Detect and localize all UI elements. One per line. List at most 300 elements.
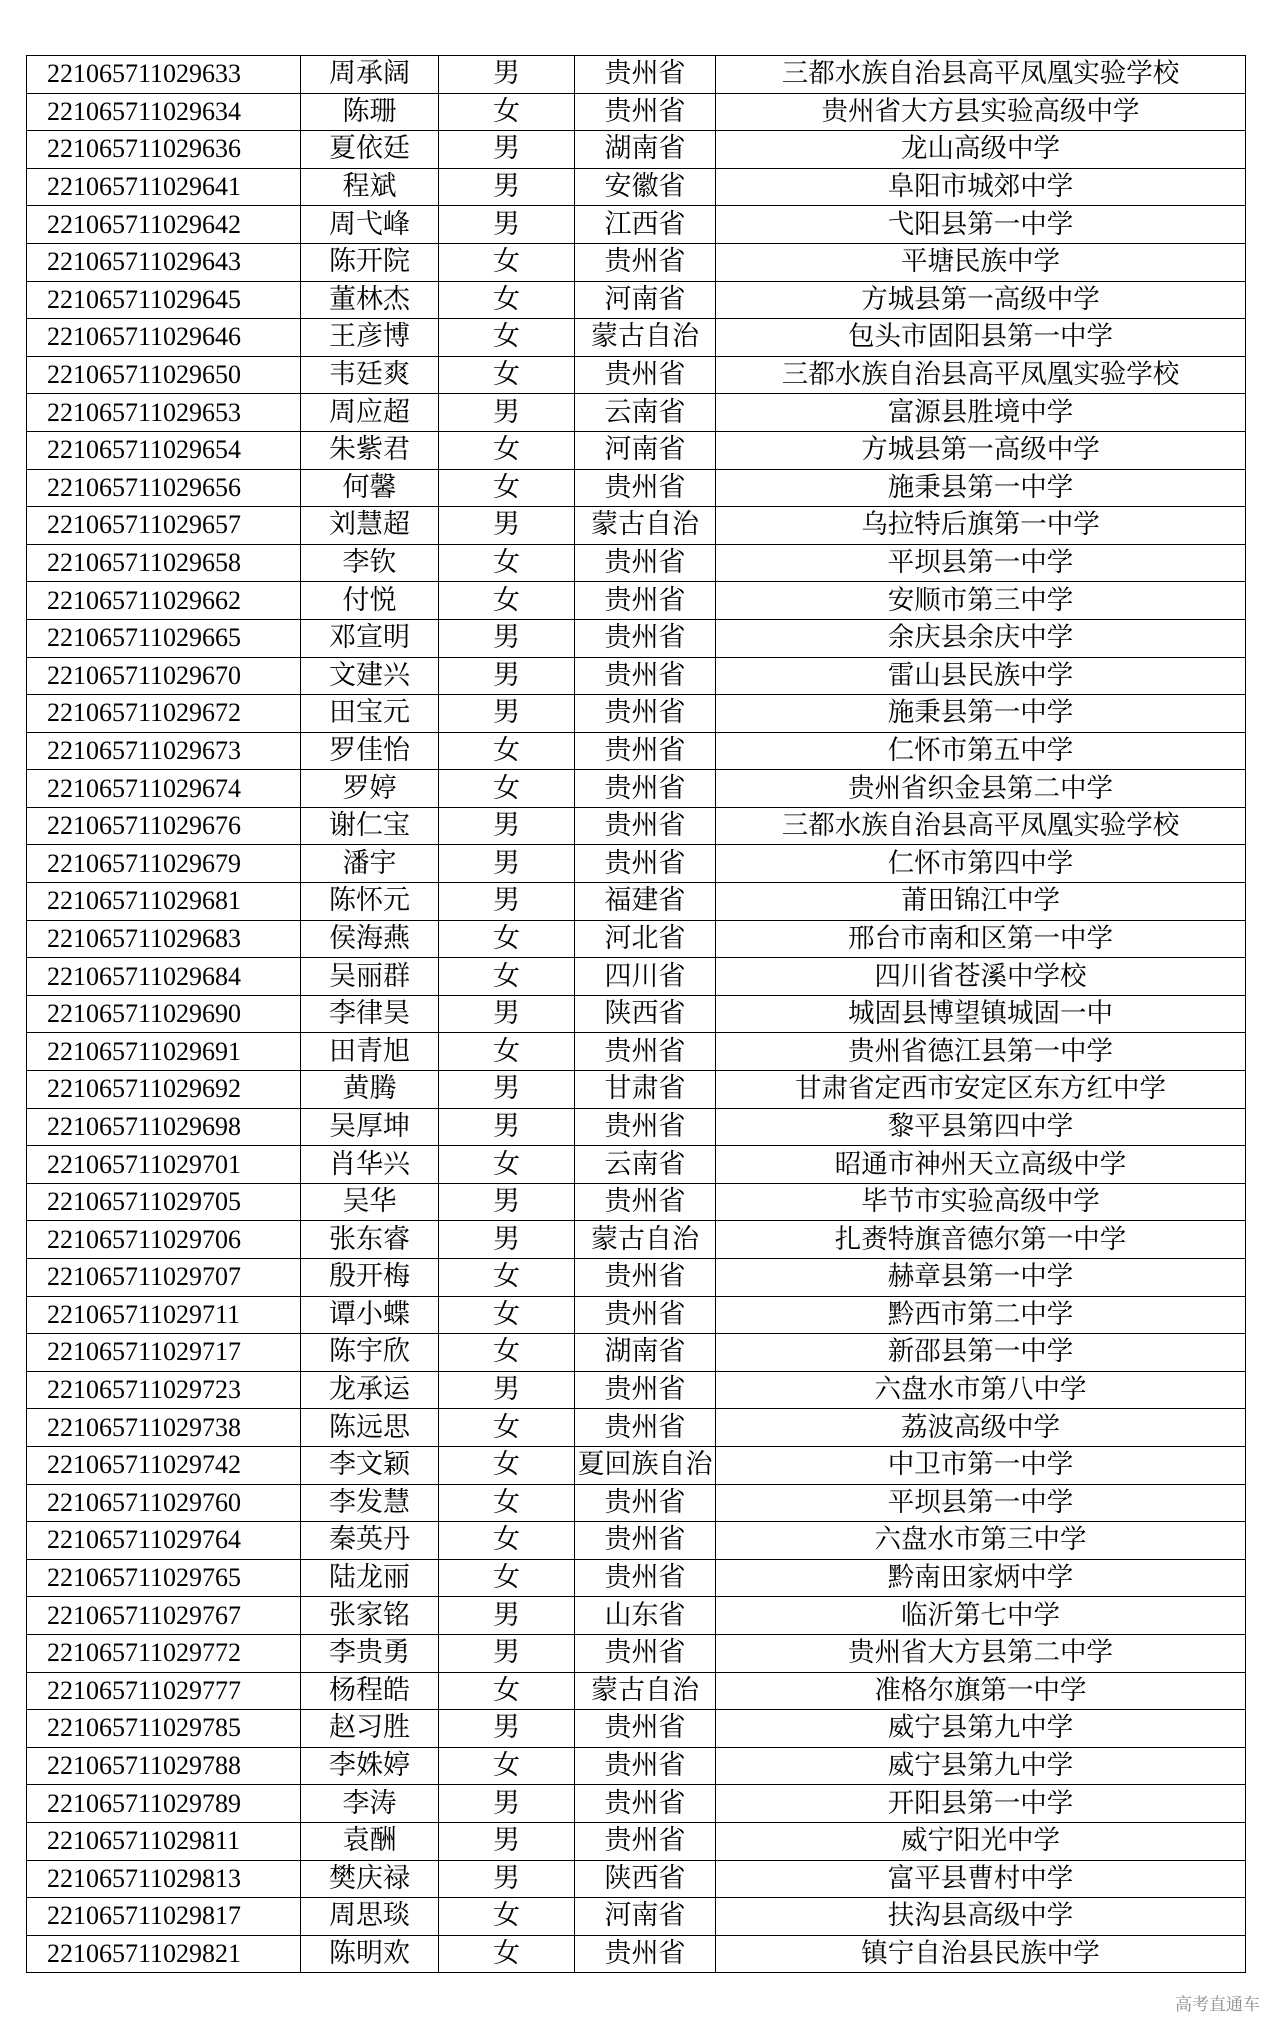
gender-cell: 男 — [439, 1634, 575, 1672]
candidate-id-cell: 221065711029658 — [27, 544, 301, 582]
student-name-cell: 罗佳怡 — [301, 732, 439, 770]
gender-cell: 女 — [439, 1559, 575, 1597]
student-name-cell: 陈宇欣 — [301, 1334, 439, 1372]
gender-cell: 女 — [439, 469, 575, 507]
candidate-id-cell: 221065711029698 — [27, 1108, 301, 1146]
school-cell: 仁怀市第四中学 — [716, 845, 1246, 883]
province-cell: 福建省 — [575, 883, 716, 921]
table-row — [27, 1597, 1246, 1635]
province-cell: 河南省 — [575, 1898, 716, 1936]
school-cell: 四川省苍溪中学校 — [716, 958, 1246, 996]
school-cell: 威宁县第九中学 — [716, 1747, 1246, 1785]
province-cell: 贵州省 — [575, 1033, 716, 1071]
gender-cell: 男 — [439, 131, 575, 169]
gender-cell: 女 — [439, 281, 575, 319]
candidate-id-cell: 221065711029636 — [27, 131, 301, 169]
candidate-id-cell: 221065711029767 — [27, 1597, 301, 1635]
table-row — [27, 1221, 1246, 1259]
gender-cell: 女 — [439, 1259, 575, 1297]
gender-cell: 女 — [439, 920, 575, 958]
candidate-id-cell: 221065711029683 — [27, 920, 301, 958]
gender-cell: 女 — [439, 1296, 575, 1334]
candidate-id-cell: 221065711029633 — [27, 56, 301, 94]
candidate-id-cell: 221065711029665 — [27, 619, 301, 657]
student-name-cell: 李钦 — [301, 544, 439, 582]
table-row — [27, 131, 1246, 169]
gender-cell: 女 — [439, 1522, 575, 1560]
candidate-id-cell: 221065711029701 — [27, 1146, 301, 1184]
school-cell: 安顺市第三中学 — [716, 582, 1246, 620]
school-cell: 富源县胜境中学 — [716, 394, 1246, 432]
candidate-id-cell: 221065711029634 — [27, 93, 301, 131]
student-name-cell: 文建兴 — [301, 657, 439, 695]
gender-cell: 男 — [439, 168, 575, 206]
student-name-cell: 刘慧超 — [301, 507, 439, 545]
table-row — [27, 1108, 1246, 1146]
gender-cell: 男 — [439, 845, 575, 883]
candidate-id-cell: 221065711029817 — [27, 1898, 301, 1936]
province-cell: 河南省 — [575, 431, 716, 469]
school-cell: 准格尔旗第一中学 — [716, 1672, 1246, 1710]
school-cell: 黔南田家炳中学 — [716, 1559, 1246, 1597]
province-cell: 贵州省 — [575, 469, 716, 507]
student-name-cell: 张家铭 — [301, 1597, 439, 1635]
gender-cell: 男 — [439, 995, 575, 1033]
province-cell: 陕西省 — [575, 1860, 716, 1898]
table-row — [27, 770, 1246, 808]
province-cell: 贵州省 — [575, 93, 716, 131]
school-cell: 贵州省大方县实验高级中学 — [716, 93, 1246, 131]
province-cell: 贵州省 — [575, 619, 716, 657]
province-cell: 蒙古自治 — [575, 319, 716, 357]
province-cell: 云南省 — [575, 1146, 716, 1184]
gender-cell: 女 — [439, 1898, 575, 1936]
school-cell: 临沂第七中学 — [716, 1597, 1246, 1635]
province-cell: 贵州省 — [575, 1522, 716, 1560]
gender-cell: 女 — [439, 770, 575, 808]
province-cell: 贵州省 — [575, 1822, 716, 1860]
school-cell: 平坝县第一中学 — [716, 544, 1246, 582]
student-name-cell: 陈明欢 — [301, 1935, 439, 1973]
table-row — [27, 168, 1246, 206]
table-row — [27, 1183, 1246, 1221]
province-cell: 贵州省 — [575, 1935, 716, 1973]
school-cell: 富平县曹村中学 — [716, 1860, 1246, 1898]
school-cell: 方城县第一高级中学 — [716, 281, 1246, 319]
school-cell: 扶沟县高级中学 — [716, 1898, 1246, 1936]
table-row — [27, 695, 1246, 733]
school-cell: 贵州省大方县第二中学 — [716, 1634, 1246, 1672]
school-cell: 龙山高级中学 — [716, 131, 1246, 169]
table-row — [27, 958, 1246, 996]
province-cell: 贵州省 — [575, 732, 716, 770]
student-name-cell: 杨程皓 — [301, 1672, 439, 1710]
table-row — [27, 582, 1246, 620]
student-name-cell: 谢仁宝 — [301, 807, 439, 845]
table-row — [27, 1409, 1246, 1447]
candidate-id-cell: 221065711029641 — [27, 168, 301, 206]
gender-cell: 女 — [439, 1446, 575, 1484]
table-row — [27, 807, 1246, 845]
school-cell: 扎赉特旗音德尔第一中学 — [716, 1221, 1246, 1259]
student-name-cell: 罗婷 — [301, 770, 439, 808]
table-row — [27, 1634, 1246, 1672]
province-cell: 蒙古自治 — [575, 1221, 716, 1259]
table-row — [27, 469, 1246, 507]
school-cell: 荔波高级中学 — [716, 1409, 1246, 1447]
student-name-cell: 韦廷爽 — [301, 356, 439, 394]
table-row — [27, 56, 1246, 94]
gender-cell: 男 — [439, 883, 575, 921]
gender-cell: 女 — [439, 958, 575, 996]
candidate-id-cell: 221065711029650 — [27, 356, 301, 394]
student-name-cell: 夏依廷 — [301, 131, 439, 169]
gender-cell: 女 — [439, 243, 575, 281]
candidate-id-cell: 221065711029673 — [27, 732, 301, 770]
candidate-id-cell: 221065711029742 — [27, 1446, 301, 1484]
candidate-id-cell: 221065711029690 — [27, 995, 301, 1033]
province-cell: 蒙古自治 — [575, 507, 716, 545]
gender-cell: 女 — [439, 1672, 575, 1710]
table-row — [27, 657, 1246, 695]
student-name-cell: 李姝婷 — [301, 1747, 439, 1785]
school-cell: 甘肃省定西市安定区东方红中学 — [716, 1071, 1246, 1109]
gender-cell: 女 — [439, 1935, 575, 1973]
candidate-id-cell: 221065711029764 — [27, 1522, 301, 1560]
student-name-cell: 李律昊 — [301, 995, 439, 1033]
table-row — [27, 1071, 1246, 1109]
school-cell: 黎平县第四中学 — [716, 1108, 1246, 1146]
table-row — [27, 1146, 1246, 1184]
student-name-cell: 李发慧 — [301, 1484, 439, 1522]
candidate-id-cell: 221065711029717 — [27, 1334, 301, 1372]
student-name-cell: 吴丽群 — [301, 958, 439, 996]
student-name-cell: 赵习胜 — [301, 1710, 439, 1748]
gender-cell: 男 — [439, 695, 575, 733]
table-row — [27, 1822, 1246, 1860]
gender-cell: 女 — [439, 1747, 575, 1785]
province-cell: 贵州省 — [575, 1296, 716, 1334]
table-row — [27, 995, 1246, 1033]
province-cell: 贵州省 — [575, 1559, 716, 1597]
gender-cell: 男 — [439, 1108, 575, 1146]
candidate-id-cell: 221065711029705 — [27, 1183, 301, 1221]
candidate-id-cell: 221065711029692 — [27, 1071, 301, 1109]
candidate-id-cell: 221065711029788 — [27, 1747, 301, 1785]
admission-list-table — [26, 55, 1246, 1973]
province-cell: 贵州省 — [575, 56, 716, 94]
province-cell: 贵州省 — [575, 845, 716, 883]
student-name-cell: 龙承运 — [301, 1371, 439, 1409]
school-cell: 雷山县民族中学 — [716, 657, 1246, 695]
province-cell: 贵州省 — [575, 356, 716, 394]
table-row — [27, 1033, 1246, 1071]
school-cell: 施秉县第一中学 — [716, 469, 1246, 507]
gender-cell: 男 — [439, 1860, 575, 1898]
candidate-id-cell: 221065711029706 — [27, 1221, 301, 1259]
table-row — [27, 93, 1246, 131]
student-name-cell: 田宝元 — [301, 695, 439, 733]
table-row — [27, 1672, 1246, 1710]
school-cell: 三都水族自治县高平凤凰实验学校 — [716, 56, 1246, 94]
table-row — [27, 1935, 1246, 1973]
gender-cell: 男 — [439, 507, 575, 545]
gender-cell: 女 — [439, 431, 575, 469]
table-row — [27, 845, 1246, 883]
table-row — [27, 507, 1246, 545]
province-cell: 河南省 — [575, 281, 716, 319]
candidate-id-cell: 221065711029676 — [27, 807, 301, 845]
watermark: 高考直通车 — [1175, 1995, 1260, 2015]
school-cell: 贵州省织金县第二中学 — [716, 770, 1246, 808]
candidate-id-cell: 221065711029656 — [27, 469, 301, 507]
gender-cell: 女 — [439, 93, 575, 131]
table-row — [27, 920, 1246, 958]
school-cell: 威宁县第九中学 — [716, 1710, 1246, 1748]
province-cell: 夏回族自治 — [575, 1446, 716, 1484]
school-cell: 乌拉特后旗第一中学 — [716, 507, 1246, 545]
school-cell: 六盘水市第三中学 — [716, 1522, 1246, 1560]
student-name-cell: 程斌 — [301, 168, 439, 206]
table-row — [27, 544, 1246, 582]
province-cell: 贵州省 — [575, 770, 716, 808]
table-row — [27, 356, 1246, 394]
gender-cell: 男 — [439, 1071, 575, 1109]
school-cell: 昭通市神州天立高级中学 — [716, 1146, 1246, 1184]
candidate-id-cell: 221065711029681 — [27, 883, 301, 921]
gender-cell: 男 — [439, 1221, 575, 1259]
student-name-cell: 周思琰 — [301, 1898, 439, 1936]
province-cell: 贵州省 — [575, 544, 716, 582]
table-row — [27, 319, 1246, 357]
student-name-cell: 周弋峰 — [301, 206, 439, 244]
gender-cell: 男 — [439, 206, 575, 244]
school-cell: 方城县第一高级中学 — [716, 431, 1246, 469]
student-name-cell: 李贵勇 — [301, 1634, 439, 1672]
school-cell: 黔西市第二中学 — [716, 1296, 1246, 1334]
school-cell: 城固县博望镇城固一中 — [716, 995, 1246, 1033]
province-cell: 贵州省 — [575, 1409, 716, 1447]
gender-cell: 男 — [439, 619, 575, 657]
province-cell: 贵州省 — [575, 1108, 716, 1146]
candidate-id-cell: 221065711029813 — [27, 1860, 301, 1898]
student-name-cell: 邓宣明 — [301, 619, 439, 657]
school-cell: 施秉县第一中学 — [716, 695, 1246, 733]
student-name-cell: 肖华兴 — [301, 1146, 439, 1184]
student-name-cell: 李涛 — [301, 1785, 439, 1823]
table-row — [27, 1898, 1246, 1936]
gender-cell: 女 — [439, 732, 575, 770]
student-name-cell: 樊庆禄 — [301, 1860, 439, 1898]
gender-cell: 男 — [439, 807, 575, 845]
school-cell: 平坝县第一中学 — [716, 1484, 1246, 1522]
table-row — [27, 431, 1246, 469]
province-cell: 贵州省 — [575, 695, 716, 733]
candidate-id-cell: 221065711029821 — [27, 1935, 301, 1973]
province-cell: 安徽省 — [575, 168, 716, 206]
candidate-id-cell: 221065711029643 — [27, 243, 301, 281]
province-cell: 贵州省 — [575, 1183, 716, 1221]
school-cell: 毕节市实验高级中学 — [716, 1183, 1246, 1221]
school-cell: 余庆县余庆中学 — [716, 619, 1246, 657]
school-cell: 仁怀市第五中学 — [716, 732, 1246, 770]
school-cell: 六盘水市第八中学 — [716, 1371, 1246, 1409]
candidate-id-cell: 221065711029679 — [27, 845, 301, 883]
candidate-id-cell: 221065711029646 — [27, 319, 301, 357]
student-name-cell: 周承阔 — [301, 56, 439, 94]
candidate-id-cell: 221065711029672 — [27, 695, 301, 733]
student-name-cell: 董林杰 — [301, 281, 439, 319]
student-name-cell: 张东睿 — [301, 1221, 439, 1259]
candidate-id-cell: 221065711029653 — [27, 394, 301, 432]
province-cell: 贵州省 — [575, 1785, 716, 1823]
gender-cell: 男 — [439, 1822, 575, 1860]
gender-cell: 女 — [439, 1033, 575, 1071]
gender-cell: 女 — [439, 1334, 575, 1372]
province-cell: 四川省 — [575, 958, 716, 996]
student-name-cell: 田青旭 — [301, 1033, 439, 1071]
table-row — [27, 619, 1246, 657]
table-row — [27, 1860, 1246, 1898]
province-cell: 贵州省 — [575, 1747, 716, 1785]
gender-cell: 男 — [439, 657, 575, 695]
table-row — [27, 281, 1246, 319]
province-cell: 陕西省 — [575, 995, 716, 1033]
province-cell: 贵州省 — [575, 1710, 716, 1748]
student-name-cell: 潘宇 — [301, 845, 439, 883]
gender-cell: 女 — [439, 1484, 575, 1522]
school-cell: 平塘民族中学 — [716, 243, 1246, 281]
school-cell: 莆田锦江中学 — [716, 883, 1246, 921]
table-row — [27, 1785, 1246, 1823]
candidate-id-cell: 221065711029642 — [27, 206, 301, 244]
school-cell: 包头市固阳县第一中学 — [716, 319, 1246, 357]
school-cell: 三都水族自治县高平凤凰实验学校 — [716, 356, 1246, 394]
gender-cell: 女 — [439, 544, 575, 582]
student-name-cell: 侯海燕 — [301, 920, 439, 958]
province-cell: 贵州省 — [575, 1484, 716, 1522]
table-row — [27, 1296, 1246, 1334]
school-cell: 新邵县第一中学 — [716, 1334, 1246, 1372]
candidate-id-cell: 221065711029691 — [27, 1033, 301, 1071]
school-cell: 威宁阳光中学 — [716, 1822, 1246, 1860]
candidate-id-cell: 221065711029789 — [27, 1785, 301, 1823]
gender-cell: 女 — [439, 356, 575, 394]
school-cell: 弋阳县第一中学 — [716, 206, 1246, 244]
candidate-id-cell: 221065711029707 — [27, 1259, 301, 1297]
school-cell: 邢台市南和区第一中学 — [716, 920, 1246, 958]
student-name-cell: 王彦博 — [301, 319, 439, 357]
province-cell: 贵州省 — [575, 807, 716, 845]
candidate-id-cell: 221065711029723 — [27, 1371, 301, 1409]
gender-cell: 女 — [439, 1146, 575, 1184]
school-cell: 阜阳市城郊中学 — [716, 168, 1246, 206]
gender-cell: 男 — [439, 1710, 575, 1748]
candidate-id-cell: 221065711029711 — [27, 1296, 301, 1334]
candidate-id-cell: 221065711029772 — [27, 1634, 301, 1672]
candidate-id-cell: 221065711029670 — [27, 657, 301, 695]
province-cell: 河北省 — [575, 920, 716, 958]
table-row — [27, 1484, 1246, 1522]
school-cell: 贵州省德江县第一中学 — [716, 1033, 1246, 1071]
student-name-cell: 谭小蝶 — [301, 1296, 439, 1334]
student-name-cell: 何馨 — [301, 469, 439, 507]
table-row — [27, 1710, 1246, 1748]
table-row — [27, 883, 1246, 921]
province-cell: 贵州省 — [575, 582, 716, 620]
table-row — [27, 394, 1246, 432]
student-name-cell: 陈珊 — [301, 93, 439, 131]
province-cell: 贵州省 — [575, 1634, 716, 1672]
gender-cell: 男 — [439, 1785, 575, 1823]
student-name-cell: 袁酬 — [301, 1822, 439, 1860]
table-row — [27, 1446, 1246, 1484]
province-cell: 甘肃省 — [575, 1071, 716, 1109]
student-name-cell: 付悦 — [301, 582, 439, 620]
table-row — [27, 1522, 1246, 1560]
table-row — [27, 1259, 1246, 1297]
student-name-cell: 陈开院 — [301, 243, 439, 281]
table-row — [27, 243, 1246, 281]
student-name-cell: 周应超 — [301, 394, 439, 432]
gender-cell: 女 — [439, 319, 575, 357]
table-row — [27, 1334, 1246, 1372]
candidate-id-cell: 221065711029765 — [27, 1559, 301, 1597]
candidate-id-cell: 221065711029684 — [27, 958, 301, 996]
candidate-id-cell: 221065711029645 — [27, 281, 301, 319]
gender-cell: 女 — [439, 582, 575, 620]
gender-cell: 男 — [439, 1183, 575, 1221]
table-row — [27, 1747, 1246, 1785]
candidate-id-cell: 221065711029654 — [27, 431, 301, 469]
gender-cell: 男 — [439, 394, 575, 432]
student-name-cell: 吴厚坤 — [301, 1108, 439, 1146]
table-row — [27, 206, 1246, 244]
province-cell: 山东省 — [575, 1597, 716, 1635]
student-name-cell: 李文颖 — [301, 1446, 439, 1484]
school-cell: 中卫市第一中学 — [716, 1446, 1246, 1484]
province-cell: 湖南省 — [575, 1334, 716, 1372]
table-row — [27, 1371, 1246, 1409]
province-cell: 湖南省 — [575, 131, 716, 169]
candidate-id-cell: 221065711029657 — [27, 507, 301, 545]
province-cell: 云南省 — [575, 394, 716, 432]
student-name-cell: 吴华 — [301, 1183, 439, 1221]
province-cell: 蒙古自治 — [575, 1672, 716, 1710]
student-name-cell: 陈远思 — [301, 1409, 439, 1447]
table-row — [27, 732, 1246, 770]
candidate-id-cell: 221065711029760 — [27, 1484, 301, 1522]
candidate-id-cell: 221065711029674 — [27, 770, 301, 808]
candidate-id-cell: 221065711029811 — [27, 1822, 301, 1860]
student-name-cell: 殷开梅 — [301, 1259, 439, 1297]
candidate-id-cell: 221065711029785 — [27, 1710, 301, 1748]
province-cell: 贵州省 — [575, 243, 716, 281]
table-body — [27, 56, 1246, 1973]
gender-cell: 女 — [439, 1409, 575, 1447]
school-cell: 三都水族自治县高平凤凰实验学校 — [716, 807, 1246, 845]
candidate-id-cell: 221065711029777 — [27, 1672, 301, 1710]
province-cell: 贵州省 — [575, 1371, 716, 1409]
table-row — [27, 1559, 1246, 1597]
school-cell: 开阳县第一中学 — [716, 1785, 1246, 1823]
student-name-cell: 朱紫君 — [301, 431, 439, 469]
province-cell: 江西省 — [575, 206, 716, 244]
gender-cell: 男 — [439, 1371, 575, 1409]
school-cell: 赫章县第一中学 — [716, 1259, 1246, 1297]
school-cell: 镇宁自治县民族中学 — [716, 1935, 1246, 1973]
student-name-cell: 秦英丹 — [301, 1522, 439, 1560]
